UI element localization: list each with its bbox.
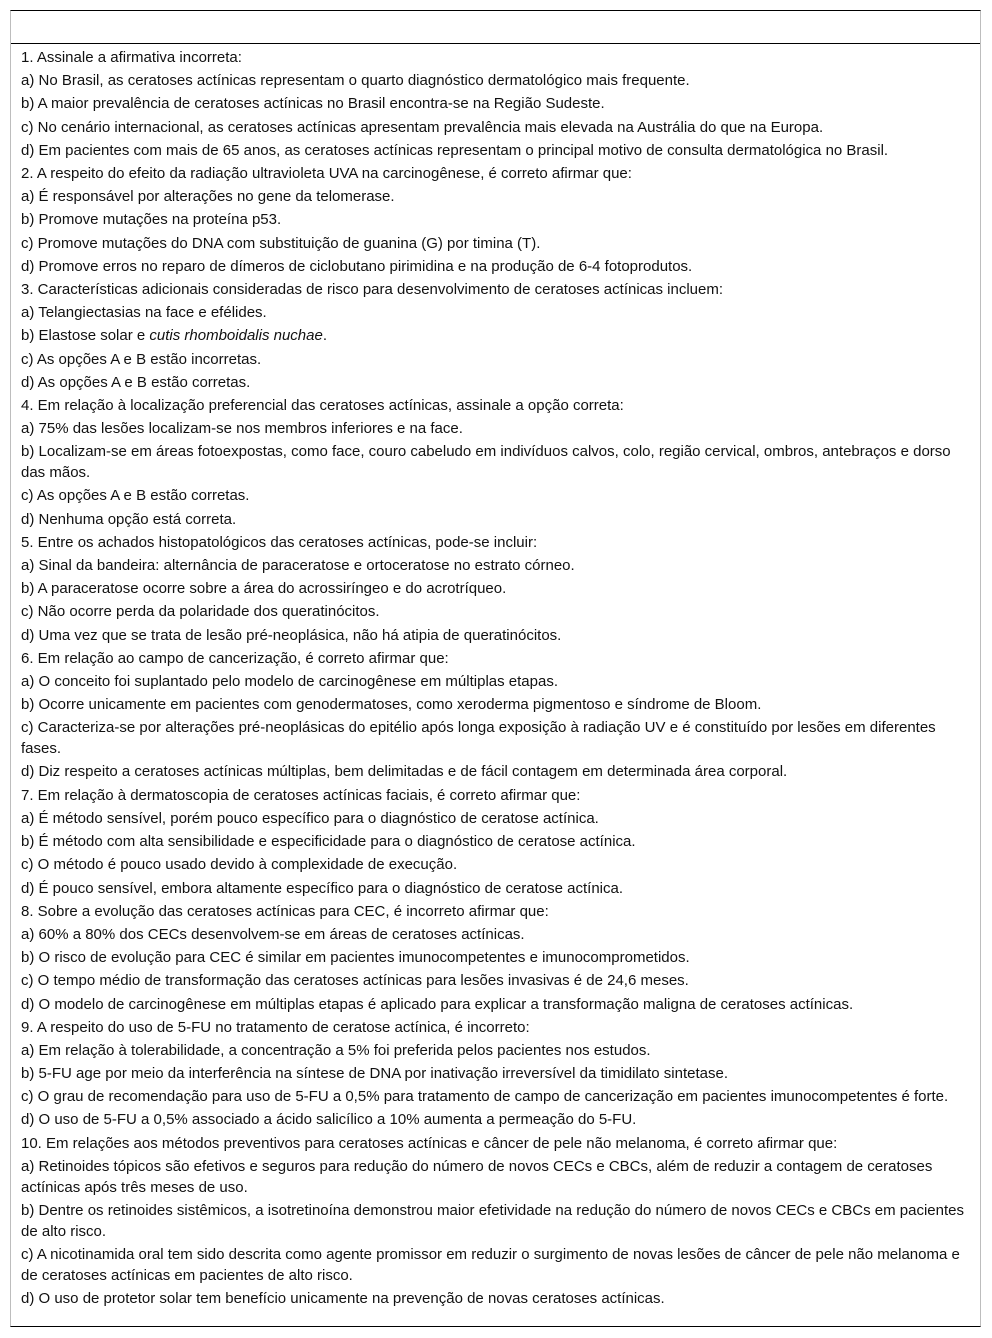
question-5: 5. Entre os achados histopatológicos das ceratoses actínicas, pode-se incluir: [21, 533, 538, 551]
option-6b: b) Ocorre unicamente em pacientes com genodermatoses, como xeroderma pigmentoso e síndrome de Bloom. [21, 696, 762, 714]
question-2: 2. A respeito do efeito da radiação ultravioleta UVA na carcinogênese, é correto afirmar que: [21, 165, 632, 183]
option-5d: d) Uma vez que se trata de lesão pré-neoplásica, não há atipia de queratinócitos. [21, 626, 562, 644]
option-4b: b) Localizam-se em áreas fotoexpostas, como face, couro cabeludo em indivíduos calvos, colo, região cervical, ombros, antebraços e dorso das mãos. [21, 443, 951, 482]
question-1: 1. Assinale a afirmativa incorreta: [21, 49, 242, 66]
option-9a: a) Em relação à tolerabilidade, a concentração a 5% foi preferida pelos pacientes nos estudos. [21, 1041, 651, 1059]
question-8: 8. Sobre a evolução das ceratoses actínicas para CEC, é incorreto afirmar que: [21, 902, 549, 920]
option-7a: a) É método sensível, porém pouco específico para o diagnóstico de ceratose actínica. [21, 809, 599, 827]
question-3: 3. Características adicionais consideradas de risco para desenvolvimento de ceratoses actínicas incluem: [21, 281, 724, 299]
question-4: 4. Em relação à localização preferencial das ceratoses actínicas, assinale a opção correta: [21, 397, 624, 415]
option-8b: b) O risco de evolução para CEC é similar em pacientes imunocompetentes e imunocomprometidos. [21, 949, 690, 967]
option-8d: d) O modelo de carcinogênese em múltiplas etapas é aplicado para explicar a transformação maligna de ceratoses actínicas. [21, 995, 854, 1013]
option-4a: a) 75% das lesões localizam-se nos membros inferiores e na face. [21, 420, 463, 438]
question-7: 7. Em relação à dermatoscopia de ceratoses actínicas faciais, é correto afirmar que: [21, 786, 581, 804]
option-3b-italic: cutis rhomboidalis nuchae [149, 327, 323, 345]
option-7d: d) É pouco sensível, embora altamente específico para o diagnóstico de ceratose actínica. [21, 879, 624, 897]
option-1d: d) Em pacientes com mais de 65 anos, as ceratoses actínicas representam o principal motivo de consulta dermatológica no Brasil. [21, 141, 889, 159]
option-3c: c) As opções A e B estão incorretas. [21, 350, 262, 368]
option-2b: b) Promove mutações na proteína p53. [21, 211, 282, 229]
question-6: 6. Em relação ao campo de cancerização, é correto afirmar que: [21, 649, 449, 667]
option-3b-text: b) Elastose solar e [21, 327, 150, 345]
option-4c: c) As opções A e B estão corretas. [21, 487, 250, 505]
option-9c: c) O grau de recomendação para uso de 5-FU a 0,5% para tratamento de campo de cancerização em pacientes imunocompetentes é forte. [21, 1088, 949, 1106]
question-10: 10. Em relações aos métodos preventivos para ceratoses actínicas e câncer de pele não melanoma, é correto afirmar que: [21, 1134, 838, 1152]
question-list [11, 44, 980, 1310]
option-5c: c) Não ocorre perda da polaridade dos queratinócitos. [21, 603, 380, 621]
option-1c: c) No cenário internacional, as ceratoses actínicas apresentam prevalência mais elevada na Austrália do que na Europa. [21, 118, 824, 136]
option-4d: d) Nenhuma opção está correta. [21, 510, 237, 528]
option-6d: d) Diz respeito a ceratoses actínicas múltiplas, bem delimitadas e de fácil contagem em determinada área corporal. [21, 763, 788, 781]
option-9b: b) 5-FU age por meio da interferência na síntese de DNA por inativação irreversível da timidilato sintetase. [21, 1065, 729, 1083]
option-6a: a) O conceito foi suplantado pelo modelo de carcinogênese em múltiplas etapas. [21, 673, 558, 691]
option-3b-period: . [322, 327, 328, 345]
option-10b: b) Dentre os retinoides sistêmicos, a isotretinoína demonstrou maior efetividade na redução do número de novos CECs e CBCs em pacientes de alto risco. [21, 1201, 964, 1240]
option-5b: b) A paraceratose ocorre sobre a área do acrossiríngeo e do acrotríqueo. [21, 580, 507, 598]
option-10d: d) O uso de protetor solar tem benefício unicamente na prevenção de novas ceratoses actínicas. [21, 1289, 665, 1307]
option-6c: c) Caracteriza-se por alterações pré-neoplásicas do epitélio após longa exposição à radiação UV e é constituído por lesões em diferentes fases. [21, 719, 936, 758]
option-2c: c) Promove mutações do DNA com substituição de guanina (G) por timina (T). [21, 234, 541, 252]
option-7b: b) É método com alta sensibilidade e especificidade para o diagnóstico de ceratose actínica. [21, 833, 636, 851]
option-2a: a) É responsável por alterações no gene da telomerase. [21, 188, 395, 206]
option-1b: b) A maior prevalência de ceratoses actínicas no Brasil encontra-se na Região Sudeste. [21, 95, 605, 113]
option-5a: a) Sinal da bandeira: alternância de paraceratose e ortoceratose no estrato córneo. [21, 557, 575, 575]
table-header-row [11, 11, 980, 44]
question-table [10, 10, 981, 1327]
option-7c: c) O método é pouco usado devido à complexidade de execução. [21, 856, 458, 874]
option-3a: a) Telangiectasias na face e efélides. [21, 304, 267, 322]
option-2d: d) Promove erros no reparo de dímeros de ciclobutano pirimidina e na produção de 6-4 fotoprodutos. [21, 257, 693, 275]
option-8a: a) 60% a 80% dos CECs desenvolvem-se em áreas de ceratoses actínicas. [21, 925, 525, 943]
option-1a: a) No Brasil, as ceratoses actínicas representam o quarto diagnóstico dermatológico mais frequente. [21, 72, 690, 90]
question-9: 9. A respeito do uso de 5-FU no tratamento de ceratose actínica, é incorreto: [21, 1018, 530, 1036]
option-10c: c) A nicotinamida oral tem sido descrita como agente promissor em reduzir o surgimento de novas lesões de câncer de pele não melanoma e de ceratoses actínicas em pacientes de alto risco. [21, 1245, 960, 1284]
option-9d: d) O uso de 5-FU a 0,5% associado a ácido salicílico a 10% aumenta a permeação do 5-FU. [21, 1111, 637, 1129]
option-10a: a) Retinoides tópicos são efetivos e seguros para redução do número de novos CECs e CBCs, além de reduzir a contagem de ceratoses actínicas após três meses de uso. [21, 1157, 933, 1196]
option-3d: d) As opções A e B estão corretas. [21, 373, 251, 391]
option-8c: c) O tempo médio de transformação das ceratoses actínicas para lesões invasivas é de 24,6 meses. [21, 972, 689, 990]
option-3b [21, 324, 970, 347]
